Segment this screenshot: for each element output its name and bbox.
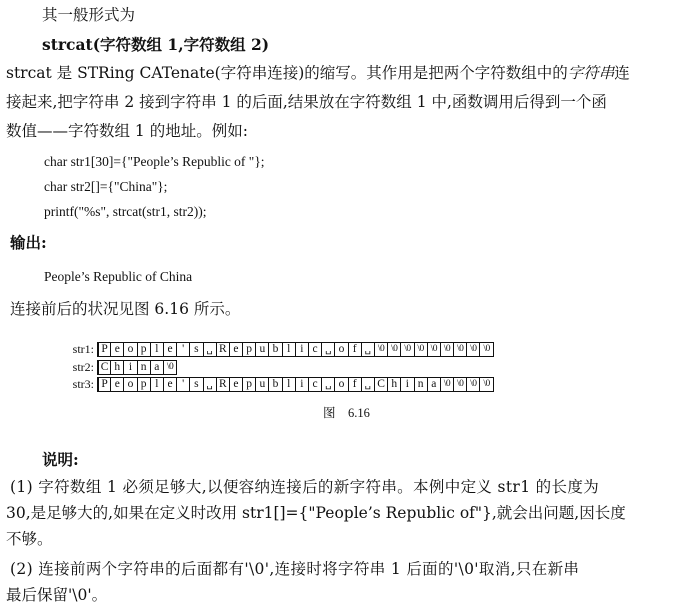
char-cell: \0 <box>466 342 480 357</box>
char-cell: o <box>123 377 137 392</box>
char-cell: C <box>97 360 111 375</box>
char-cell: \0 <box>479 342 493 357</box>
char-cell: \0 <box>440 377 454 392</box>
char-cell: o <box>334 342 348 357</box>
char-cell: p <box>137 342 151 357</box>
str3-label: str3: <box>72 377 94 391</box>
char-cell: ␣ <box>203 377 217 392</box>
char-cell: n <box>137 360 151 375</box>
char-cell: u <box>255 377 269 392</box>
note1-line1: (1) 字符数组 1 必须足够大,以便容纳连接后的新字符串。本例中定义 str1 的长度为 <box>10 478 600 496</box>
char-cell: s <box>189 377 203 392</box>
char-cell: e <box>229 377 243 392</box>
char-cell: i <box>295 377 309 392</box>
output-text: People’s Republic of China <box>44 269 193 284</box>
char-cell: e <box>163 377 177 392</box>
str2-cells <box>98 360 177 375</box>
char-cell: p <box>137 377 151 392</box>
para1-line1-a: strcat 是 STRing CATenate(字符串连接)的缩写。其作用是把两个字符数组中的 <box>6 64 568 82</box>
char-cell: \0 <box>466 377 480 392</box>
char-cell: R <box>216 377 230 392</box>
char-cell: ␣ <box>361 377 375 392</box>
char-cell: o <box>123 342 137 357</box>
char-cell: u <box>255 342 269 357</box>
char-cell: ␣ <box>361 342 375 357</box>
code-line-2: char str2[]={"China"}; <box>44 179 168 194</box>
char-cell: b <box>268 377 282 392</box>
para1-line2: 接起来,把字符串 2 接到字符串 1 的后面,结果放在字符数组 1 中,函数调用后得到一个函 <box>6 93 607 111</box>
char-cell: P <box>97 377 111 392</box>
char-cell: i <box>295 342 309 357</box>
char-cell: \0 <box>453 342 467 357</box>
char-cell: e <box>110 377 124 392</box>
code-line-3: printf("%s", strcat(str1, str2)); <box>44 204 207 219</box>
char-cell: P <box>97 342 111 357</box>
char-cell: l <box>150 342 164 357</box>
figure-caption: 图 6.16 <box>323 406 370 420</box>
char-cell: p <box>242 342 256 357</box>
char-cell: i <box>123 360 137 375</box>
char-cell: s <box>189 342 203 357</box>
char-cell: \0 <box>427 342 441 357</box>
char-cell: o <box>334 377 348 392</box>
char-cell: c <box>308 377 322 392</box>
char-cell: h <box>387 377 401 392</box>
char-cell: e <box>163 342 177 357</box>
str1-cells <box>98 342 494 357</box>
para1-line1 <box>6 66 630 82</box>
char-cell: f <box>348 377 362 392</box>
char-cell: b <box>268 342 282 357</box>
function-args: (字符数组 1,字符数组 2) <box>92 35 270 54</box>
char-cell: \0 <box>163 360 177 375</box>
code-line-1: char str1[30]={"People’s Republic of "}; <box>44 154 265 169</box>
char-cell: a <box>150 360 164 375</box>
char-cell: R <box>216 342 230 357</box>
char-cell: \0 <box>400 342 414 357</box>
char-cell: e <box>229 342 243 357</box>
char-cell: \0 <box>440 342 454 357</box>
str2-label: str2: <box>72 360 94 374</box>
char-cell: \0 <box>453 377 467 392</box>
char-cell: l <box>282 377 296 392</box>
char-cell: f <box>348 342 362 357</box>
para1-line1-emph: 字符串 <box>567 64 615 82</box>
char-cell: n <box>414 377 428 392</box>
output-heading: 输出: <box>10 233 47 252</box>
str3-cells <box>98 377 494 392</box>
char-cell: c <box>308 342 322 357</box>
char-cell: \0 <box>479 377 493 392</box>
char-cell: h <box>110 360 124 375</box>
function-signature <box>42 37 269 54</box>
char-cell: e <box>110 342 124 357</box>
note2-line2: 最后保留'\0'。 <box>6 586 108 604</box>
char-cell: \0 <box>374 342 388 357</box>
char-cell: ␣ <box>321 342 335 357</box>
char-cell: \0 <box>387 342 401 357</box>
char-cell: i <box>400 377 414 392</box>
notes-heading: 说明: <box>42 450 79 469</box>
note2-line1: (2) 连接前两个字符串的后面都有'\0',连接时将字符串 1 后面的'\0'取消,只在新串 <box>10 560 580 578</box>
char-cell: ␣ <box>203 342 217 357</box>
function-name: strcat <box>42 35 93 54</box>
char-cell: a <box>427 377 441 392</box>
para1-line3: 数值——字符数组 1 的地址。例如: <box>6 122 248 140</box>
note1-line2: 30,是足够大的,如果在定义时改用 str1[]={"People’s Republic of"},就会出问题,因长度 <box>6 504 626 522</box>
char-cell: C <box>374 377 388 392</box>
char-cell: l <box>282 342 296 357</box>
para1-line1-c: 连 <box>614 64 630 82</box>
char-cell: ␣ <box>321 377 335 392</box>
char-cell: p <box>242 377 256 392</box>
str1-label: str1: <box>72 342 94 356</box>
char-cell: ' <box>176 342 190 357</box>
char-cell: \0 <box>414 342 428 357</box>
char-cell: ' <box>176 377 190 392</box>
note1-line3: 不够。 <box>6 530 53 548</box>
char-cell: l <box>150 377 164 392</box>
figure-reference: 连接前后的状况见图 6.16 所示。 <box>10 300 241 318</box>
intro-line: 其一般形式为 <box>42 6 136 24</box>
